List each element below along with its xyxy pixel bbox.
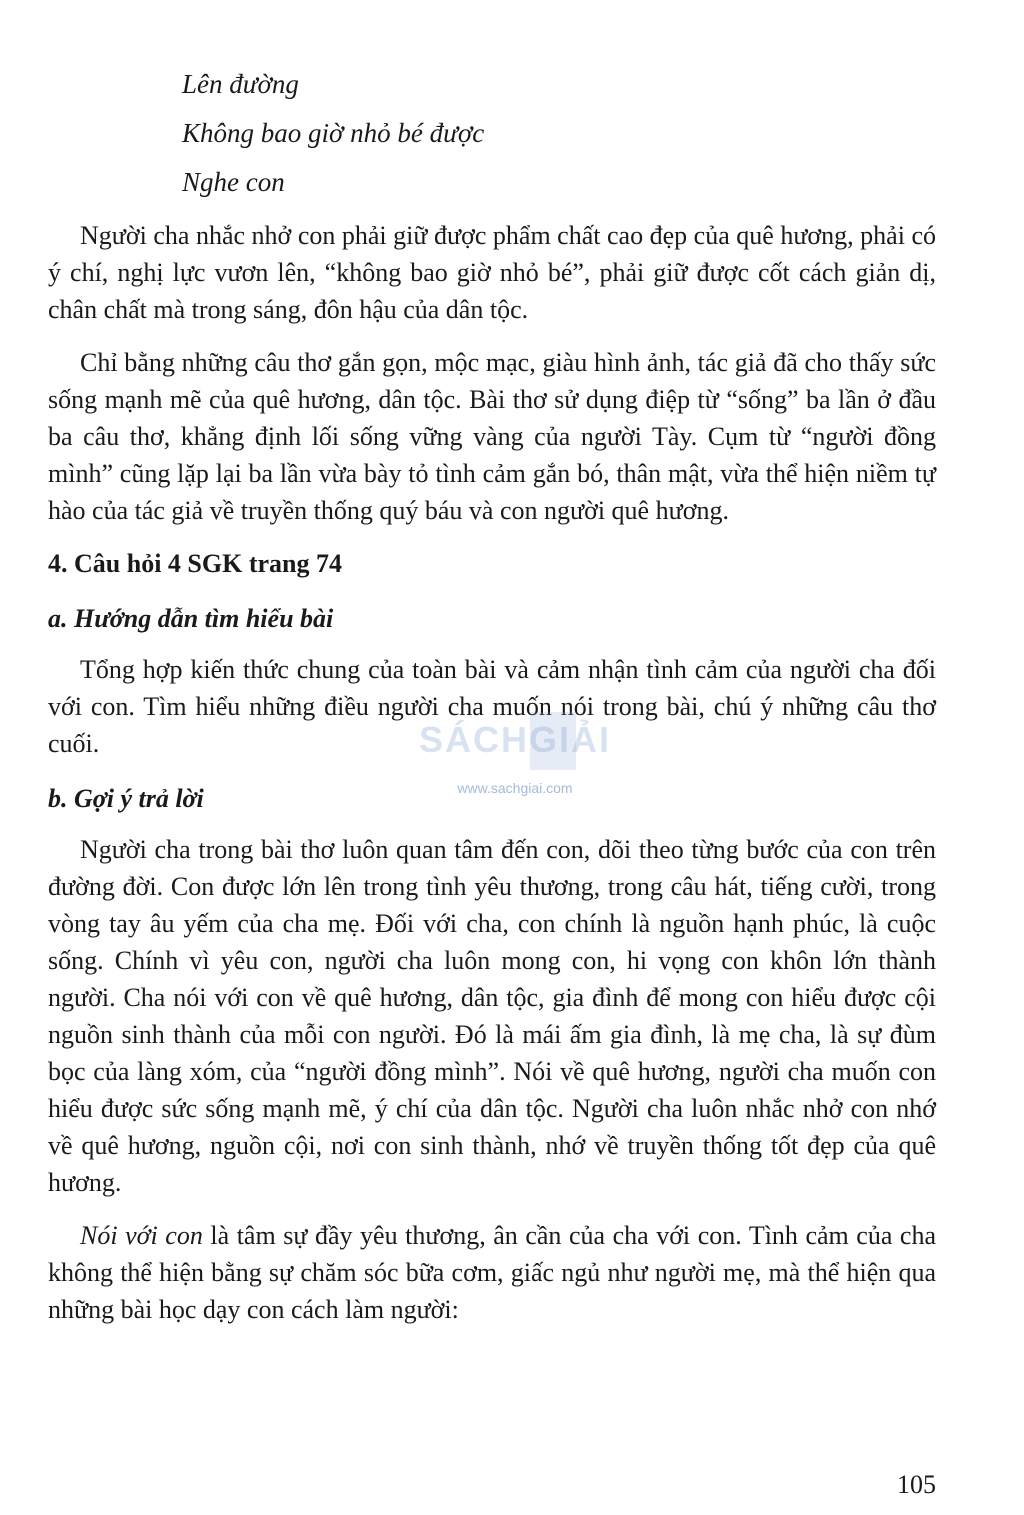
paragraph-conclusion bbox=[48, 1217, 936, 1328]
poem-line: Lên đường bbox=[182, 69, 299, 99]
poem-line: Nghe con bbox=[182, 167, 285, 197]
page-number: 105 bbox=[897, 1470, 936, 1499]
paragraph-answer: Người cha trong bài thơ luôn quan tâm đến con, dõi theo từng bước của con trên đường đời. Con được lớn lên trong tình yêu thương, trong câu hát, tiếng cười, trong vòng tay âu yếm của cha mẹ. Đối với cha, con chính là nguồn hạnh phúc, là cuộc sống. Chính vì yêu con, người cha luôn mong con, hi vọng con khôn lớn thành người. Cha nói với con về quê hương, dân tộc, gia đình để mong con hiểu được cội nguồn sinh thành của mỗi con người. Đó là mái ấm gia đình, là mẹ cha, là sự đùm bọc của làng xóm, của “người đồng mình”. Nói về quê hương, người cha muốn con hiểu được sức sống mạnh mẽ, ý chí của dân tộc. Người cha luôn nhắc nhở con nhớ về quê hương, nguồn cội, nơi con sinh thành, nhớ về truyền thống tốt đẹp của quê hương. bbox=[48, 835, 936, 1197]
paragraph-guidance: Tổng hợp kiến thức chung của toàn bài và cảm nhận tình cảm của người cha đối với con. Tìm hiểu những điều người cha muốn nói trong bài, chú ý những câu thơ cuối. bbox=[48, 655, 936, 758]
poem-excerpt bbox=[182, 60, 936, 207]
watermark-logo: SÁCHGIẢI bbox=[419, 719, 612, 760]
section-b-heading: b. Gợi ý trả lời bbox=[48, 784, 204, 813]
paragraph-poem-analysis: Chỉ bằng những câu thơ gắn gọn, mộc mạc, giàu hình ảnh, tác giả đã cho thấy sức sống mạnh mẽ của quê hương, dân tộc. Bài thơ sử dụng điệp từ “sống” ba lần ở đầu ba câu thơ, khẳng định lối sống vững vàng của người Tày. Cụm từ “người đồng mình” cũng lặp lại ba lần vừa bày tỏ tình cảm gắn bó, thân mật, vừa thể hiện niềm tự hào của tác giả về truyền thống quý báu và con người quê hương. bbox=[48, 348, 936, 525]
page-content bbox=[48, 60, 936, 1328]
poem-title: Nói với con bbox=[80, 1221, 203, 1250]
question-heading: 4. Câu hỏi 4 SGK trang 74 bbox=[48, 549, 342, 578]
section-a-heading: a. Hướng dẫn tìm hiểu bài bbox=[48, 604, 334, 633]
paragraph-father-reminder: Người cha nhắc nhở con phải giữ được phẩm chất cao đẹp của quê hương, phải có ý chí, nghị lực vươn lên, “không bao giờ nhỏ bé”, phải giữ được cốt cách giản dị, chân chất mà trong sáng, đôn hậu của dân tộc. bbox=[48, 221, 936, 324]
poem-line: Không bao giờ nhỏ bé được bbox=[182, 118, 485, 148]
watermark-url: www.sachgiai.com bbox=[457, 780, 573, 796]
conclusion-text: là tâm sự đầy yêu thương, ân cần của cha với con. Tình cảm của cha không thể hiện bằng sự chăm sóc bữa cơm, giấc ngủ như người mẹ, mà thể hiện qua những bài học dạy con cách làm người: bbox=[48, 1221, 937, 1324]
